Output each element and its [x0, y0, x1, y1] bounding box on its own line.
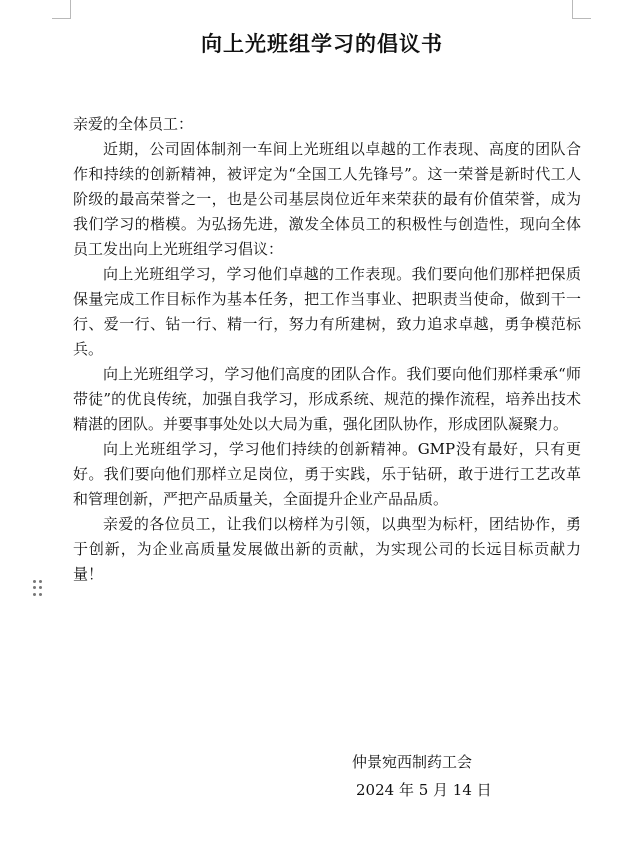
paragraph-work-performance: 向上光班组学习，学习他们卓越的工作表现。我们要向他们那样把保质保量完成工作目标作为基本任务，把工作当事业、把职责当使命，做到干一行、爱一行、钻一行、精一行，努力有所建树，致力追求卓越，勇争模范标兵。 — [73, 265, 581, 358]
signature-date: 2024 年 5 月 14 日 — [356, 781, 492, 799]
signature-organization: 仲景宛西制药工会 — [352, 753, 473, 771]
paragraph-closing: 亲爱的各位员工，让我们以榜样为引领，以典型为标杆，团结协作，勇于创新，为企业高质量发展做出新的贡献，为实现公司的长远目标贡献力量！ — [73, 515, 581, 583]
paragraph-innovation: 向上光班组学习，学习他们持续的创新精神。GMP没有最好，只有更好。我们要向他们那样立足岗位，勇于实践，乐于钻研，敢于进行工艺改革和管理创新，严把产品质量关，全面提升企业产品品质。 — [73, 440, 581, 508]
paragraph-drag-handle-icon[interactable] — [33, 580, 43, 596]
paragraph-intro: 近期，公司固体制剂一车间上光班组以卓越的工作表现、高度的团队合作和持续的创新精神，被评定为“全国工人先锋号”。这一荣誉是新时代工人阶级的最高荣誉之一，也是公司基层岗位近年来荣获的最有价值荣誉，成为我们学习的楷模。为弘扬先进，激发全体员工的积极性与创造性，现向全体员工发出向上光班组学习倡议： — [73, 140, 581, 258]
document-body — [73, 112, 581, 587]
page-corner-marker-right — [572, 0, 591, 19]
signature-block — [352, 748, 492, 804]
greeting: 亲爱的全体员工： — [73, 115, 194, 133]
document-title: 向上光班组学习的倡议书 — [201, 32, 443, 56]
paragraph-teamwork: 向上光班组学习，学习他们高度的团队合作。我们要向他们那样秉承“师带徒”的优良传统，加强自我学习，形成系统、规范的操作流程，培养出技术精湛的团队。并要事事处处以大局为重，强化团队协作，形成团队凝聚力。 — [73, 365, 581, 433]
page-corner-marker-left — [52, 0, 71, 19]
